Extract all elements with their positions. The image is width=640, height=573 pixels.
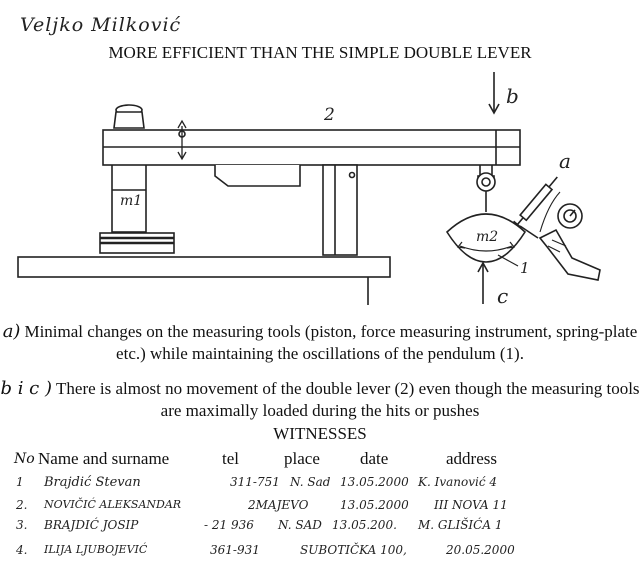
witness-place: 2MAJEVO [248, 498, 309, 512]
note-bc-mark: b i c ) [0, 378, 53, 399]
witness-address: K. Ivanović 4 [418, 475, 498, 489]
hand-spring-tool [540, 230, 600, 280]
witness-tel: 361-931 [210, 543, 260, 557]
witness-no: 2. [16, 498, 28, 512]
header-tel: tel [222, 449, 239, 468]
witness-name: BRAJDIĆ JOSIP [44, 518, 139, 532]
label-arrow-c: c [497, 284, 509, 308]
label-mass-m1: m1 [120, 193, 143, 209]
witness-date: 20.05.2000 [446, 543, 515, 557]
label-tools-a: a [559, 149, 571, 173]
witness-tel: 311-751 [230, 475, 280, 489]
witness-tel: - 21 936 [204, 518, 254, 532]
witness-no: 4. [16, 543, 28, 557]
note-bc [0, 378, 640, 422]
witness-address: M. GLIŠIĆA 1 [418, 518, 503, 532]
label-pendulum-1: 1 [520, 259, 530, 277]
witness-name: Brajdić Stevan [44, 475, 141, 490]
label-mass-m2: m2 [476, 229, 499, 245]
label-lever-2: 2 [324, 105, 335, 125]
header-name: Name and surname [38, 449, 170, 468]
witness-no: 1 [16, 475, 24, 489]
pendulum-pivot [477, 173, 495, 191]
author-signature: Veljko Milković [20, 14, 182, 36]
header-place: place [284, 449, 320, 468]
witness-date: 13.05.2000 [340, 498, 409, 512]
pivot-stand [323, 165, 357, 255]
witness-name: NOVIČIĆ ALEKSANDAR [44, 498, 182, 511]
witnesses-title: WITNESSES [273, 424, 367, 443]
witness-place: SUBOTIČKA 100, [300, 543, 407, 557]
witness-no: 3. [16, 518, 28, 532]
witness-place: N. Sad [290, 475, 331, 489]
note-a [0, 321, 640, 365]
witness-address: III NOVA 11 [434, 498, 508, 512]
document-title: MORE EFFICIENT THAN THE SIMPLE DOUBLE LEVER [108, 43, 532, 62]
witness-date: 13.05.2000 [340, 475, 409, 489]
header-date: date [360, 449, 389, 468]
note-a-mark: a) [2, 321, 21, 342]
note-a-text: Minimal changes on the measuring tools (piston, force measuring instrument, spring-plate etc.) while maintaining the oscillations of the pendulum (1). [24, 322, 638, 363]
witness-name: ILIJA LJUBOJEVIĆ [44, 543, 148, 556]
header-no: No [14, 451, 35, 467]
witness-date: 13.05.200. [332, 518, 397, 532]
note-bc-text: There is almost no movement of the double lever (2) even though the measuring tools are maximally loaded during the hits or pushes [56, 379, 640, 420]
header-address: address [446, 449, 497, 468]
base-plate [18, 257, 390, 277]
witness-place: N. SAD [278, 518, 322, 532]
label-arrow-b: b [506, 84, 519, 108]
